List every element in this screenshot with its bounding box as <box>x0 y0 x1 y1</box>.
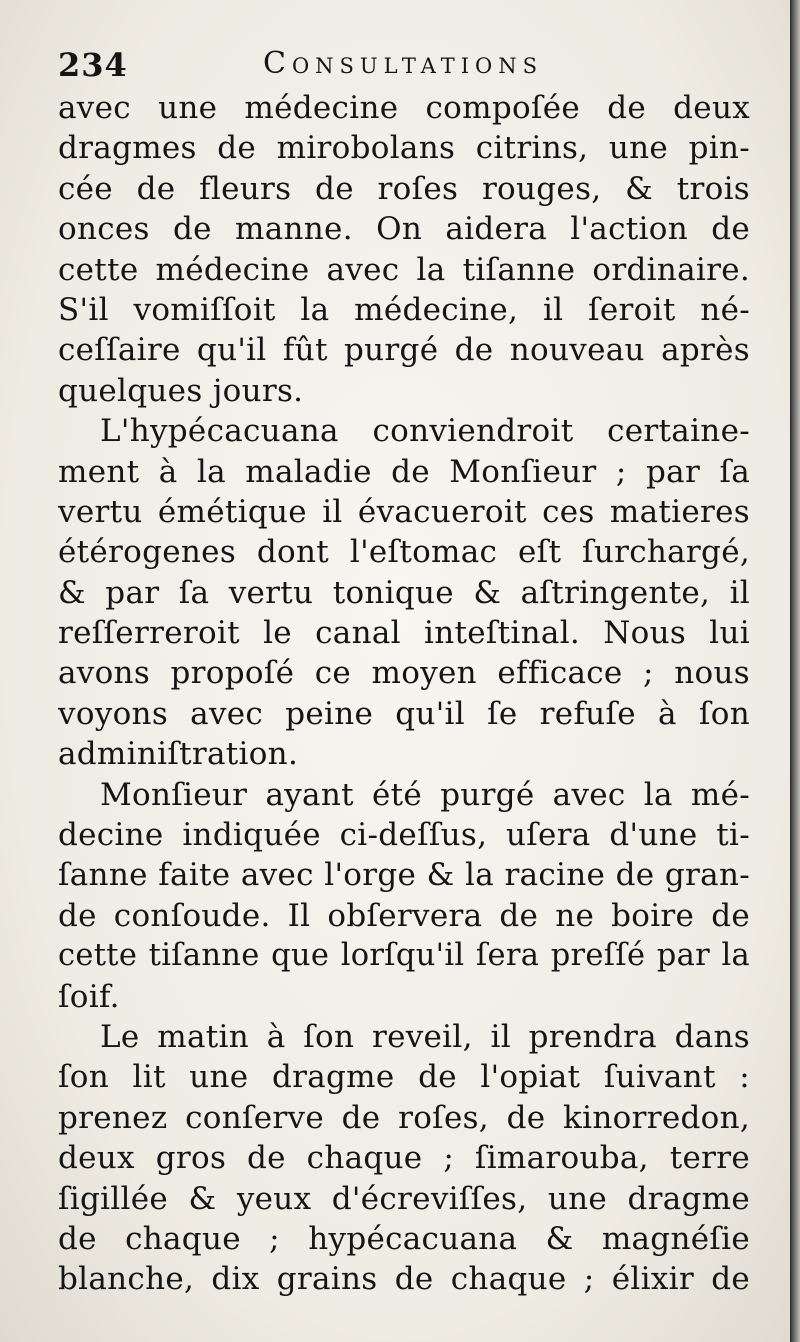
text-line: ſoif. <box>58 978 120 1015</box>
body-text <box>58 88 750 1300</box>
text-line: dragmes de mirobolans citrins, une pin- <box>58 130 750 167</box>
text-line: L'hypécacuana conviendroit certaine- <box>100 413 750 450</box>
page-header <box>58 46 758 88</box>
text-line: blanche, dix grains de chaque ; élixir de <box>58 1261 750 1298</box>
text-line: Monſieur ayant été purgé avec la mé- <box>100 776 750 813</box>
text-line: ſigillée & yeux d'écreviſſes, une dragme <box>58 1180 750 1217</box>
text-line: deux gros de chaque ; ſimarouba, terre <box>58 1140 750 1177</box>
text-line: ſanne faite avec l'orge & la racine de gran- <box>58 857 750 894</box>
text-line: cette médecine avec la tiſanne ordinaire. <box>58 251 750 288</box>
page-edge <box>790 0 800 1342</box>
text-line: avons propoſé ce moyen efficace ; nous <box>58 655 750 692</box>
text-line: de conſoude. Il obſervera de ne boire de <box>58 897 750 934</box>
text-line: S'il vomiſſoit la médecine, il ſeroit né- <box>58 291 750 328</box>
text-line: & par ſa vertu tonique & aſtringente, il <box>58 574 750 611</box>
text-line: reſſerreroit le canal inteſtinal. Nous lui <box>58 615 750 652</box>
text-line: voyons avec peine qu'il ſe refuſe à ſon <box>58 695 750 732</box>
text-line: étérogenes dont l'eſtomac eſt ſurchargé, <box>58 534 750 571</box>
text-line: avec une médecine compoſée de deux <box>58 90 750 126</box>
text-line: cette tiſanne que lorſqu'il ſera preſſé par la <box>58 938 750 974</box>
text-line: prenez conſerve de roſes, de kinorredon, <box>58 1099 750 1136</box>
text-line: cée de fleurs de roſes rouges, & trois <box>58 170 750 207</box>
running-title: Consultations <box>263 46 544 81</box>
text-line: vertu émétique il évacueroit ces matieres <box>58 493 750 530</box>
page-number: 234 <box>58 46 128 84</box>
text-line: ceſſaire qu'il fût purgé de nouveau après <box>58 332 750 369</box>
text-line: decine indiquée ci-deſſus, uſera d'une ti- <box>58 817 750 854</box>
text-line: onces de manne. On aidera l'action de <box>58 211 750 248</box>
text-line: adminiſtration. <box>58 736 299 773</box>
text-line: Le matin à ſon reveil, il prendra dans <box>100 1018 750 1055</box>
text-line: quelques jours. <box>58 372 304 409</box>
text-line: ſon lit une dragme de l'opiat ſuivant : <box>58 1059 750 1096</box>
text-line: de chaque ; hypécacuana & magnéſie <box>58 1220 750 1257</box>
text-line: ment à la maladie de Monſieur ; par ſa <box>58 453 750 490</box>
